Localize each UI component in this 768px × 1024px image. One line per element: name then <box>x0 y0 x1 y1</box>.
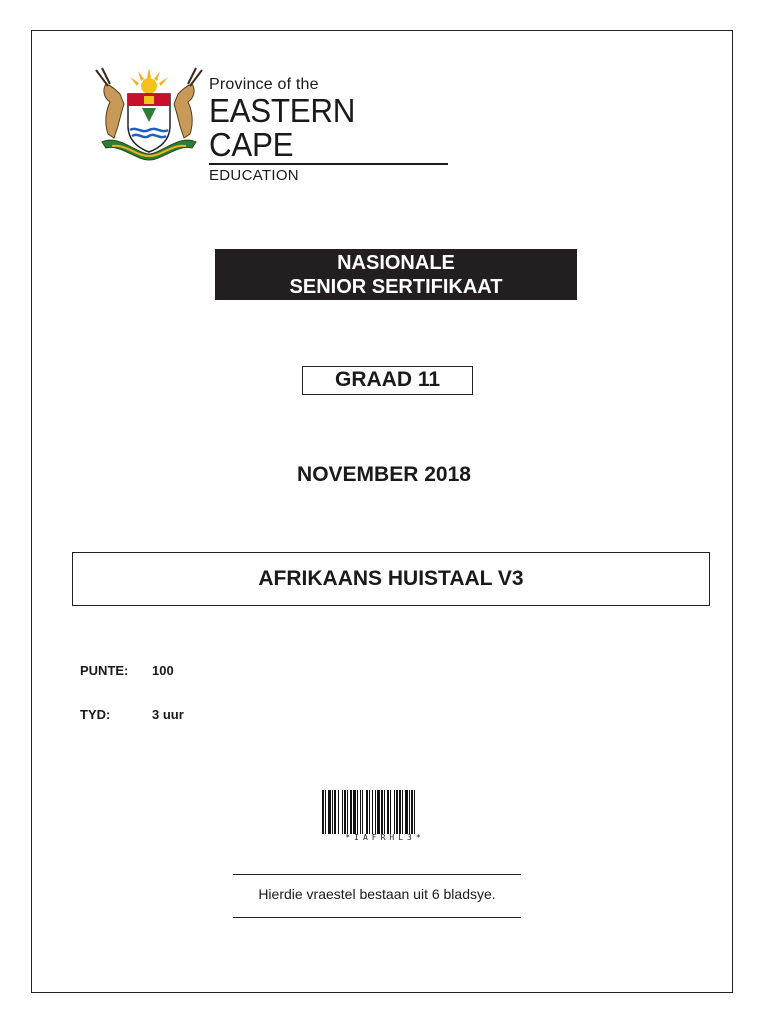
certificate-line2: SENIOR SERTIFIKAAT <box>289 276 503 298</box>
logo-divider <box>209 163 448 165</box>
logo-line1: Province of the <box>209 76 319 93</box>
time-value: 3 uur <box>152 707 184 722</box>
subject-title: AFRIKAANS HUISTAAL V3 <box>72 552 710 606</box>
rule-bottom <box>233 917 521 918</box>
rule-top <box>233 874 521 875</box>
certificate-line1: NASIONALE <box>337 252 455 274</box>
barcode-text: *IAFRHL3* <box>345 833 425 842</box>
marks-label: PUNTE: <box>80 663 129 678</box>
logo-line2: EASTERN CAPE <box>209 92 356 163</box>
logo-wordmark <box>209 76 458 184</box>
exam-date: NOVEMBER 2018 <box>297 463 471 486</box>
certificate-banner <box>215 249 577 300</box>
grade-box: GRAAD 11 <box>302 366 473 395</box>
coat-of-arms-icon <box>88 64 210 164</box>
page-count-note: Hierdie vraestel bestaan uit 6 bladsye. <box>258 886 496 902</box>
marks-value: 100 <box>152 663 174 678</box>
logo-line3: EDUCATION <box>209 167 299 184</box>
barcode <box>322 790 448 834</box>
time-label: TYD: <box>80 707 111 722</box>
eastern-cape-education-logo <box>88 64 458 184</box>
